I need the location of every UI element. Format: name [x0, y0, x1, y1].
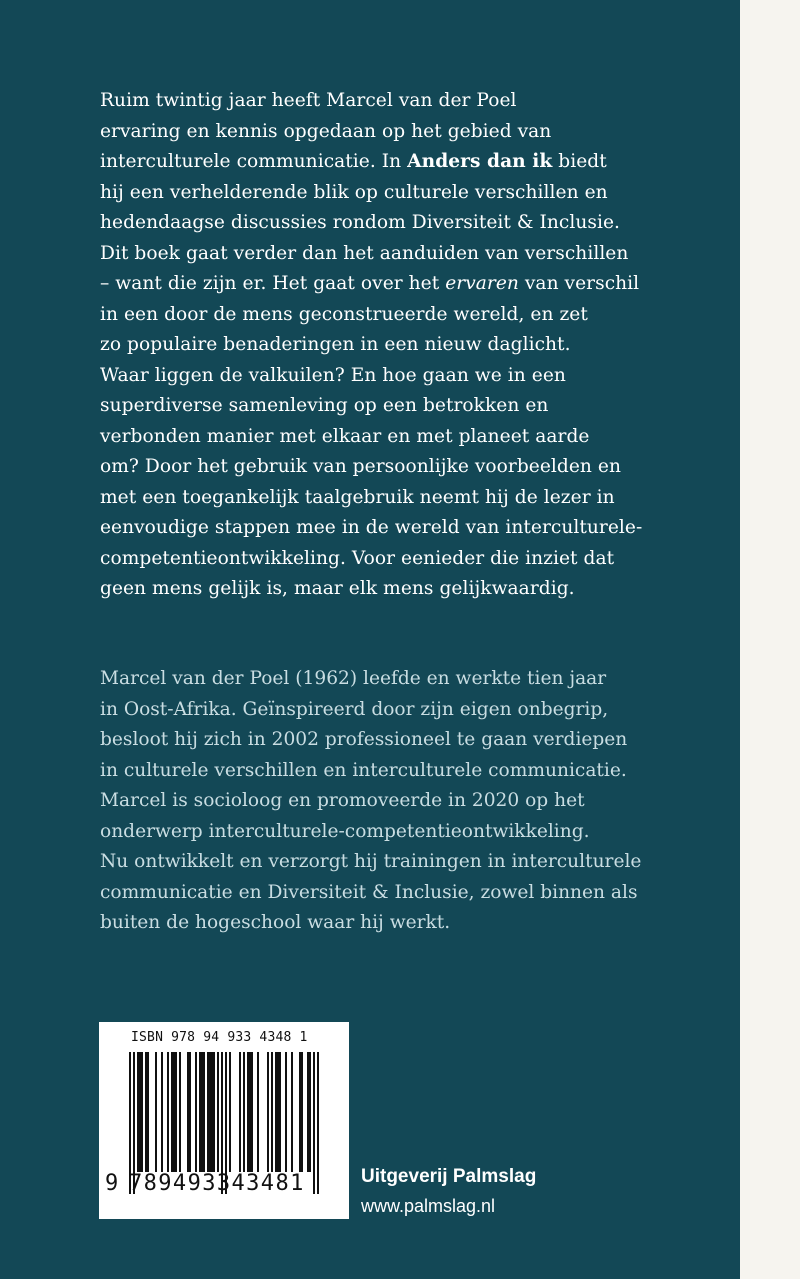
- publisher-website: www.palmslag.nl: [361, 1196, 496, 1216]
- barcode-bar: [161, 1052, 163, 1172]
- blurb-line: eenvoudige stappen mee in de wereld van interculturele-: [100, 517, 643, 538]
- bio-line: communicatie en Diversiteit & Inclusie, zowel binnen als: [100, 881, 638, 903]
- bio-line: Marcel is socioloog en promoveerde in 2020 op het: [100, 790, 585, 811]
- isbn-barcode: [99, 1022, 349, 1219]
- blurb-line: – want die zijn er. Het gaat over het: [100, 273, 446, 294]
- barcode-bar: [229, 1052, 231, 1172]
- barcode-bar: [179, 1052, 181, 1172]
- barcode-bar: [247, 1052, 253, 1172]
- barcode-bar: [267, 1052, 269, 1172]
- ean-digits: 789493343481: [129, 1171, 305, 1196]
- blurb-line: Dit boek gaat verder dan het aanduiden van verschillen: [100, 242, 629, 264]
- barcode-bar: [307, 1052, 311, 1172]
- bio-line: buiten de hogeschool waar hij werkt.: [100, 912, 451, 933]
- blurb-line: om? Door het gebruik van persoonlijke voorbeelden en: [100, 456, 621, 477]
- blurb-text: [100, 86, 700, 605]
- blurb-line: van verschil: [518, 273, 640, 294]
- book-title: Anders dan ik: [407, 151, 553, 172]
- paper-edge: [740, 0, 800, 1279]
- barcode-bar: [167, 1052, 169, 1172]
- barcode-bar: [257, 1052, 259, 1172]
- emphasis-word: ervaren: [445, 273, 519, 294]
- blurb-line: hedendaagse discussies rondom Diversiteit & Inclusie.: [100, 212, 620, 233]
- bio-line: in culturele verschillen en interculturele communicatie.: [100, 759, 627, 781]
- author-bio: [100, 664, 720, 939]
- barcode-guard-bar: [317, 1052, 319, 1194]
- barcode-bar: [137, 1052, 143, 1172]
- blurb-line: in een door de mens geconstrueerde wereld, en zet: [100, 303, 588, 325]
- barcode-guard-bar: [313, 1052, 315, 1194]
- blurb-line: biedt: [552, 151, 607, 172]
- blurb-line: interculturele communicatie. In: [100, 151, 408, 172]
- barcode-bar: [145, 1052, 149, 1172]
- barcode-bar: [207, 1052, 215, 1172]
- barcode-bar: [285, 1052, 287, 1172]
- barcode-bar: [243, 1052, 245, 1172]
- barcode-bar: [195, 1052, 197, 1172]
- barcode-bar: [239, 1052, 241, 1172]
- publisher-name: Uitgeverij Palmslag: [361, 1166, 537, 1187]
- blurb-line: verbonden manier met elkaar en met planeet aarde: [100, 425, 590, 447]
- isbn-label: ISBN 978 94 933 4348 1: [131, 1030, 308, 1045]
- bio-line: Marcel van der Poel (1962) leefde en werkte tien jaar: [100, 668, 607, 689]
- blurb-line: Ruim twintig jaar heeft Marcel van der Poel: [100, 90, 517, 111]
- blurb-line: met een toegankelijk taalgebruik neemt hij de lezer in: [100, 486, 615, 508]
- barcode-bar: [171, 1052, 177, 1172]
- ean-first-digit: 9: [105, 1171, 119, 1196]
- blurb-line: ervaring en kennis opgedaan op het gebied van: [100, 120, 552, 142]
- barcode-bar: [291, 1052, 293, 1172]
- blurb-line: hij een verhelderende blik op culturele verschillen en: [100, 181, 608, 203]
- blurb-line: competentieontwikkeling. Voor eenieder die inziet dat: [100, 547, 615, 569]
- bio-line: besloot hij zich in 2002 professioneel te gaan verdiepen: [100, 729, 628, 750]
- blurb-line: superdiverse samenleving op een betrokken en: [100, 395, 549, 416]
- barcode-bar: [299, 1052, 303, 1172]
- bio-line: onderwerp interculturele-competentieontwikkeling.: [100, 820, 590, 842]
- barcode-bar: [155, 1052, 157, 1172]
- bio-line: in Oost-Afrika. Geïnspireerd door zijn eigen onbegrip,: [100, 698, 609, 720]
- barcode-bar: [275, 1052, 281, 1172]
- barcode-bar: [199, 1052, 205, 1172]
- blurb-line: Waar liggen de valkuilen? En hoe gaan we in een: [100, 364, 566, 386]
- blurb-line: zo populaire benaderingen in een nieuw daglicht.: [100, 334, 571, 355]
- barcode-bar: [271, 1052, 273, 1172]
- barcode-bar: [217, 1052, 219, 1172]
- barcode-bar: [187, 1052, 191, 1172]
- blurb-line: geen mens gelijk is, maar elk mens gelijkwaardig.: [100, 578, 575, 599]
- bio-line: Nu ontwikkelt en verzorgt hij trainingen in interculturele: [100, 851, 642, 872]
